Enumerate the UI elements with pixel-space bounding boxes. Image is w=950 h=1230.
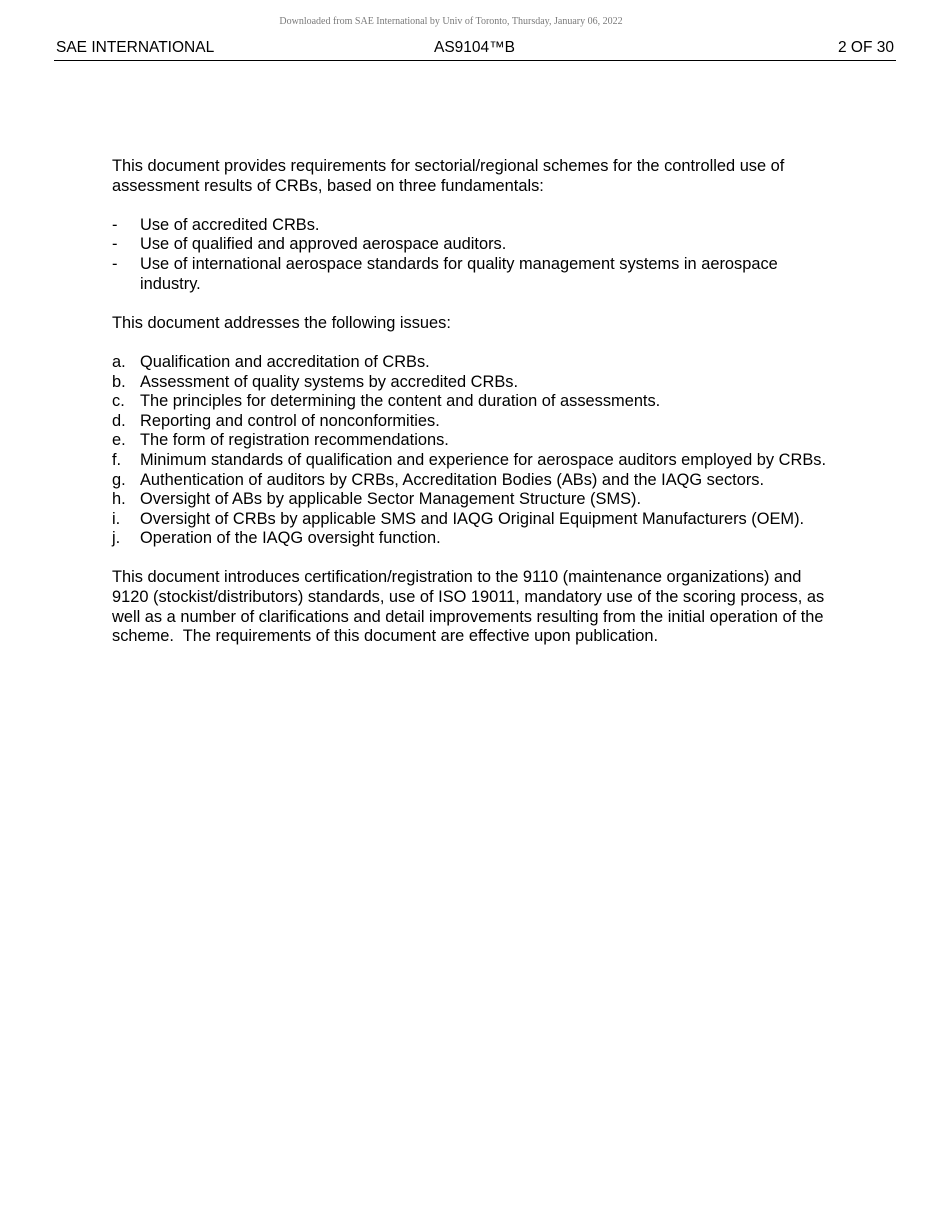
list-item — [112, 353, 842, 373]
list-item — [112, 510, 842, 530]
download-watermark: Downloaded from SAE International by Univ of Toronto, Thursday, January 06, 2022 — [279, 16, 623, 27]
issues-list — [112, 353, 842, 549]
list-item-text: The form of registration recommendations. — [140, 431, 449, 450]
list-item-text: Operation of the IAQG oversight function. — [140, 529, 441, 548]
list-marker: j. — [112, 529, 121, 548]
list-marker: g. — [112, 470, 126, 489]
page-content — [112, 157, 842, 666]
list-marker: i. — [112, 509, 121, 528]
document-id: AS9104™B — [434, 39, 515, 56]
list-item-text: Use of international aerospace standards for quality management systems in aerospace industry. — [140, 254, 778, 293]
list-item — [112, 373, 842, 393]
list-item — [112, 471, 842, 491]
list-item-text: Authentication of auditors by CRBs, Accreditation Bodies (ABs) and the IAQG sectors. — [140, 470, 765, 489]
list-item — [112, 255, 842, 294]
list-item — [112, 216, 842, 236]
list-item — [112, 412, 842, 432]
list-item-text: Oversight of CRBs by applicable SMS and IAQG Original Equipment Manufacturers (OEM). — [140, 509, 805, 528]
closing-paragraph: This document introduces certification/registration to the 9110 (maintenance organizations) and 9120 (stockist/distributors) standards, use of ISO 19011, mandatory use of the scoring process, as well as a number of clarifications and detail improvements resulting from the initial operation of the scheme. The requirements of this document are effective upon publication. — [112, 568, 825, 646]
list-marker: h. — [112, 490, 126, 509]
list-marker: - — [112, 235, 118, 254]
list-marker: a. — [112, 352, 126, 371]
list-marker: f. — [112, 450, 122, 469]
list-item-text: Qualification and accreditation of CRBs. — [140, 352, 430, 371]
list-item — [112, 529, 842, 549]
running-header — [54, 38, 896, 61]
list-item — [112, 490, 842, 510]
list-item — [112, 235, 842, 255]
publisher-name: SAE INTERNATIONAL — [56, 39, 215, 56]
list-item-text: Minimum standards of qualification and experience for aerospace auditors employed by CRBs. — [140, 450, 827, 469]
list-item — [112, 431, 842, 451]
list-marker: d. — [112, 411, 126, 430]
list-item — [112, 392, 842, 412]
list-marker: - — [112, 215, 118, 234]
issues-intro-paragraph: This document addresses the following issues: — [112, 313, 451, 332]
list-marker: - — [112, 254, 118, 273]
page-number: 2 OF 30 — [838, 39, 894, 56]
intro-paragraph: This document provides requirements for sectorial/regional schemes for the controlled use of assessment results of CRBs, based on three fundamentals: — [112, 157, 785, 195]
list-item-text: The principles for determining the content and duration of assessments. — [140, 392, 661, 411]
list-item — [112, 451, 842, 471]
list-item-text: Use of qualified and approved aerospace auditors. — [140, 235, 507, 254]
list-item-text: Use of accredited CRBs. — [140, 215, 320, 234]
list-marker: b. — [112, 372, 126, 391]
list-item-text: Oversight of ABs by applicable Sector Management Structure (SMS). — [140, 490, 642, 509]
list-marker: e. — [112, 431, 126, 450]
list-item-text: Reporting and control of nonconformities. — [140, 411, 440, 430]
list-marker: c. — [112, 392, 125, 411]
fundamentals-list — [112, 216, 842, 294]
list-item-text: Assessment of quality systems by accredited CRBs. — [140, 372, 519, 391]
